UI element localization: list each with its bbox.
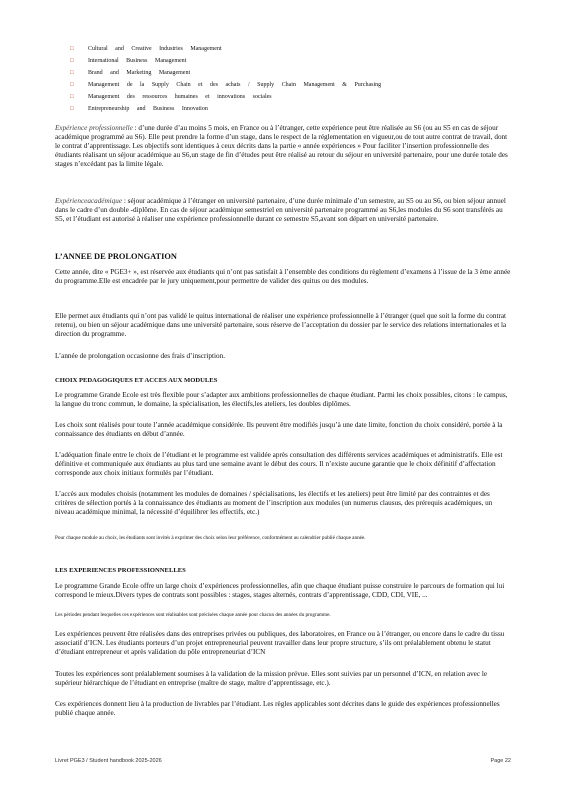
square-bullet-icon: □: [70, 82, 74, 88]
list-item: □ Management de la Supply Chain et des achats / Supply Chain Management & Purchasing: [70, 82, 382, 88]
choix-p2: Les choix sont réalisés pour toute l’année académique considérée. Ils peuvent être modifiés jusqu’à une date limite, fonction du choix considéré, portée à la connaissance des étudiants en début d’année.: [55, 421, 503, 438]
exp-acad-paragraph: [55, 197, 511, 224]
square-bullet-icon: □: [70, 58, 74, 64]
list-item: □ International Business Management: [70, 58, 187, 64]
prolongation-p1: Cette année, dite « PGE3+ », est réservée aux étudiants qui n’ont pas satisfait à l’ensemble des conditions du règlement d’examens à l’issue de la 3 ème année du programme.Elle est encadrée par le jury uniquement,pour permettre de valider des quitus ou des modules.: [55, 268, 511, 285]
footer-title: Livret PGE3 / Student handbook 2025-2026: [55, 758, 162, 764]
prolongation-p2: Elle permet aux étudiants qui n’ont pas validé le quitus international de réaliser une expérience professionnelle à l’étranger (quel que soit la forme du contrat retenu), ou bien un séjour académique dans une université partenaire, sous réserve de l’acceptation du dossier par le service des relations internationales et la direction du programme.: [55, 312, 507, 338]
prolongation-p3: L’année de prolongation occasionne des frais d’inscription.: [55, 352, 225, 360]
choix-p1: Le programme Grande Ecole est très flexible pour s’adapter aux ambitions professionnelles de chaque étudiant. Parmi les choix possibles, citons : le campus, la langue du tronc commun, le domaine, la spécialisation, les électifs,les ateliers, les doubles diplômes.: [55, 391, 508, 408]
list-item: □ Entrepreneurship and Business Innovation: [70, 106, 208, 112]
experiences-p4: Toutes les expériences sont préalablement soumises à la validation de la mission prévue. Elles sont suivies par un personnel d’ICN, en relation avec le supérieur hiérarchique de l’étudiant en entreprise (maître de stage, maître d’apprentissage, etc.).: [55, 670, 488, 687]
square-bullet-icon: □: [70, 106, 74, 112]
list-item: □ Management des ressources humaines et innovations sociales: [70, 94, 272, 100]
experiences-p3: Les expériences peuvent être réalisées dans des entreprises privées ou publiques, des laboratoires, en France ou à l’étranger, ou encore dans le cadre du tissu associatif d’ICN. Les étudiants porteurs d’un projet entrepreneurial peuvent travailler dans leur propre structure, s’ils ont préalablement obtenu le statut d’étudiant entrepreneur et après validation du pôle entrepreneuriat d’ICN: [55, 630, 505, 656]
page-footer: [55, 758, 511, 764]
square-bullet-icon: □: [70, 70, 74, 76]
prolongation-title: L’ANNEE DE PROLONGATION: [55, 252, 177, 261]
exp-acad-label: Expérienceacadémique: [55, 197, 123, 205]
exp-pro-label: Expérience professionnelle: [55, 124, 133, 132]
choix-p3: L’adéquation finale entre le choix de l’étudiant et le programme est validée après consultation des différents services académiques et administratifs. Elle est définitive et communiquée aux étudiants au plus tard une semaine avant le début des cours. Il n’existe aucune garantie que le choix définitif d’affectation corresponde aux choix initiaux formulés par l’étudiant.: [55, 451, 503, 477]
experiences-p1: Le programme Grande Ecole offre un large choix d’expériences professionnelles, afin que chaque étudiant puisse construire le parcours de formation qui lui correspond le mieux.Divers types de contrats sont possibles : stages, stages alternés, contrats d’apprentissage, CDD, CDI, VIE, ...: [55, 582, 505, 599]
experiences-p5: Ces expériences donnent lieu à la production de livrables par l’étudiant. Les règles applicables sont décrites dans le guide des expériences professionnelles publié chaque année.: [55, 700, 500, 717]
page-number: Page 22: [490, 758, 511, 764]
list-item: □ Brand and Marketing Management: [70, 70, 191, 76]
experiences-p2: Les périodes pendant lesquelles ces expériences sont réalisables sont précisées chaque année pour chacun des années du programme.: [55, 612, 331, 618]
exp-acad-text: : séjour académique à l’étranger en université partenaire, d’une durée minimale d’un semestre, au S5 ou au S6, ou bien séjour annuel dans le cadre d’un double -diplôme. En cas de séjour académique semestriel en université partenaire programmé au S6,les modules du S6 sont transférés au S5, et l’étudiant est autorisé à réaliser une expérience professionnelle durant ce semestre S5,avant son départ en université partenaire.: [55, 197, 506, 223]
exp-pro-paragraph: [55, 124, 511, 169]
square-bullet-icon: □: [70, 46, 74, 52]
choix-p5: Pour chaque module au choix, les étudiants sont invités à exprimer des choix selon leur préférence, conformément au calendrier publié chaque année.: [55, 535, 366, 541]
square-bullet-icon: □: [70, 94, 74, 100]
experiences-title: LES EXPERIENCES PROFESSIONNELLES: [55, 567, 186, 574]
list-item: □ Cultural and Creative Industries Management: [70, 46, 222, 52]
module-list: [70, 46, 381, 118]
exp-pro-text: : d’une durée d’au moins 5 mois, en France ou à l’étranger, cette expérience peut être réalisée au S6 (ou au S5 en cas de séjour académique programmé au S6). Elle peut prendre la forme d’un stage, dans le respect de la réglementation en vigueur,ou de tout autre contrat de travail, dont le contrat d’apprentissage. Les objectifs sont identiques à ceux décrits dans la partie « année expériences » Pour faciliter l’insertion professionnelle des étudiants réalisant un séjour académique au S6,un stage de fin d’études peut être réalisé au retour du séjour en université partenaire, pour une durée totale des stages n’excédant pas la limite légale.: [55, 124, 508, 168]
choix-p4: L’accès aux modules choisis (notamment les modules de domaines / spécialisations, les électifs et les ateliers) peut être limité par des contraintes et des critères de sélection portés à la connaissance des étudiants au moment de l’inscription aux modules (un numerus clausus, des prérequis académiques, un niveau académique minimal, la nécessité d’équilibrer les effectifs, etc.): [55, 490, 493, 516]
choix-title: CHOIX PEDAGOGIQUES ET ACCES AUX MODULES: [55, 377, 218, 384]
